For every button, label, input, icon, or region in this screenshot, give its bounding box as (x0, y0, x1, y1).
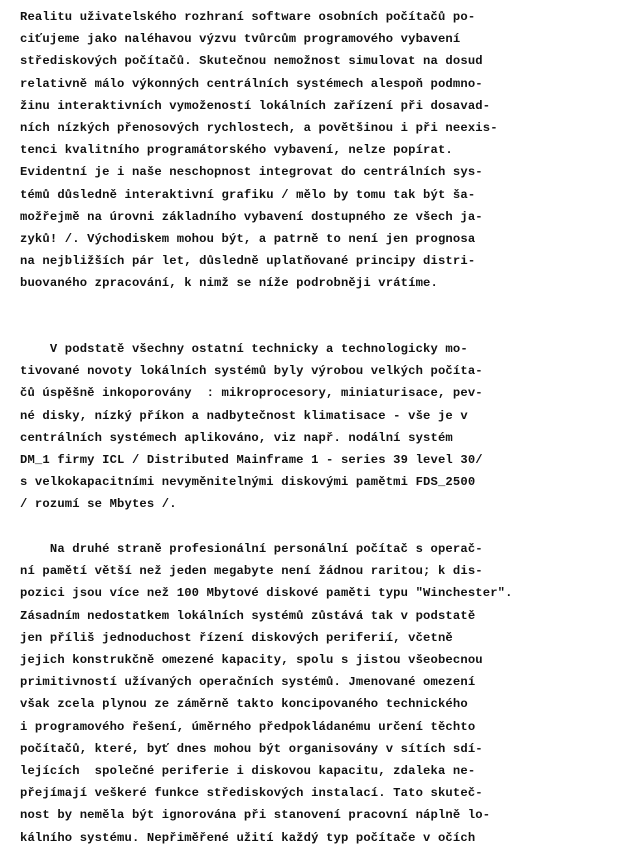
text-line: nost by neměla být ignorována při stanovení pracovní náplně lo- (20, 808, 491, 823)
text-line: však zcela plynou ze záměrně takto koncipovaného technického (20, 697, 468, 712)
text-line: relativně málo výkonných centrálních systémech alespoň podmno- (20, 76, 483, 91)
text-line: ciťujeme jako naléhavou výzvu tvůrcům programového vybavení (20, 32, 461, 47)
text-line: témů důsledně interaktivní grafiku / mělo by tomu tak být ša- (20, 187, 476, 202)
text-line: tivované novoty lokálních systémů byly výrobou velkých počíta- (20, 364, 483, 379)
text-line: na nejbližších pár let, důsledně uplatňované principy distri- (20, 254, 476, 269)
text-line: kálního systému. Nepřiměřené užití každý typ počítače v očích (20, 830, 476, 845)
text-line: ní pamětí větší než jeden megabyte není žádnou raritou; k dis- (20, 564, 483, 579)
text-line: zyků! /. Východiskem mohou být, a patrně to není jen prognosa (20, 232, 476, 246)
text-line: čů úspěšně inkoporovány : mikroprocesory, miniaturisace, pev- (20, 386, 483, 401)
text-line: pozici jsou více než 100 Mbytové diskové paměti typu "Winchester". (20, 586, 513, 601)
text-line: lejících společné periferie i diskovou kapacitu, zdaleka ne- (20, 764, 476, 778)
text-line: centrálních systémech aplikováno, viz např. nodální systém (20, 430, 453, 445)
text-line: Zásadním nedostatkem lokálních systémů zůstává tak v podstatě (20, 608, 476, 623)
text-line: žinu interaktivních vymožeností lokálních zařízení při dosavad- (20, 98, 491, 113)
text-line: ních nízkých přenosových rychlostech, a povětšinou i při neexis- (20, 121, 498, 135)
text-line: možřejmě na úrovni základního vybavení dostupného ze všech ja- (20, 209, 483, 224)
text-line: V podstatě všechny ostatní technicky a technologicky mo- (20, 342, 468, 356)
text-line: střediskových počítačů. Skutečnou nemožnost simulovat na dosud (20, 54, 483, 69)
text-line: s velkokapacitními nevyměnitelnými diskovými pamětmi FDS_2500 (20, 475, 476, 490)
text-line: jen příliš jednoduchost řízení diskových periferií, včetně (20, 630, 453, 645)
text-line: i programového řešení, úměrného předpokládanému určení těchto (20, 719, 476, 734)
text-line: né disky, nízký příkon a nadbytečnost klimatisace - vše je v (20, 408, 468, 423)
text-line: tenci kvalitního programátorského vybavení, nelze popírat. (20, 143, 453, 158)
text-line: přejímají veškeré funkce střediskových instalací. Tato skuteč- (20, 786, 483, 801)
text-line: počítačů, které, byť dnes mohou být organisovány v sítích sdí- (20, 741, 483, 756)
text-line: Na druhé straně profesionální personální počítač s operač- (20, 542, 483, 556)
text-line: Realitu uživatelského rozhraní software osobních počítačů po- (20, 10, 476, 24)
text-line: DM_1 firmy ICL / Distributed Mainframe 1 - series 39 level 30/ (20, 453, 483, 467)
text-line: jejich konstrukčně omezené kapacity, spolu s jistou všeobecnou (20, 653, 483, 667)
text-line: Evidentní je i naše neschopnost integrovat do centrálních sys- (20, 165, 483, 180)
text-line: primitivností užívaných operačních systémů. Jmenované omezení (20, 675, 476, 690)
text-line: buovaného zpracování, k nimž se níže podrobněji vrátíme. (20, 276, 438, 291)
text-line: / rozumí se Mbytes /. (20, 497, 177, 512)
